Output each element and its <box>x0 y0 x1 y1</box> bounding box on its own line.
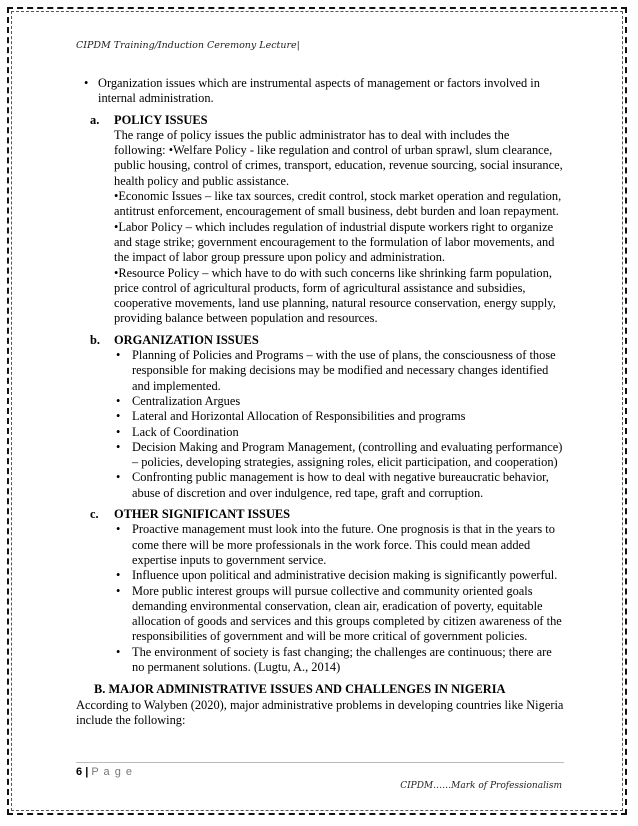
list-item: • Centralization Argues <box>116 393 241 408</box>
policy-paragraph: •Labor Policy – which includes regulation of industrial dispute workers right to organize and stage strike; government encouragement to the formulation of labor movements, and the impact of labor group pressure upon policy and administration. <box>114 219 555 265</box>
running-header: CIPDM Training/Induction Ceremony Lecture| <box>76 40 300 51</box>
section-marker: b. <box>90 332 100 347</box>
bullet-icon: • <box>116 348 121 363</box>
bullet-icon: • <box>116 522 121 537</box>
list-item: • Planning of Policies and Programs – with the use of plans, the consciousness of those responsible for making decisions may be modified and necessary changes identified and implemented. <box>116 348 556 393</box>
footer-divider <box>76 762 564 763</box>
page-word: P a g e <box>91 766 133 778</box>
page-number-value: 6 <box>76 766 83 778</box>
bullet-icon: • <box>116 470 121 485</box>
policy-paragraph: •Resource Policy – which have to do with such concerns like shrinking farm population, price control of agricultural products, form of agricultural assistance and subsidies, cooperative movements, land use planning, natural resource conservation, energy supply, providing balance between population and resources. <box>114 265 556 326</box>
bullet-icon: • <box>84 76 89 90</box>
section-other <box>76 507 564 675</box>
intro-bullet-text: Organization issues which are instrumental aspects of management or factors involved in internal administration. <box>98 76 540 106</box>
section-marker: c. <box>90 507 99 522</box>
section-title: ORGANIZATION ISSUES <box>114 332 259 347</box>
bullet-icon: • <box>116 424 121 439</box>
policy-paragraph: The range of policy issues the public administrator has to deal with includes the following: •Welfare Policy - like regulation and control of urban sprawl, slum clearance, public housing, control of crimes, transport, education, revenue sourcing, social insurance, health policy and public assistance. <box>114 127 563 188</box>
footer-tagline: CIPDM……Mark of Professionalism <box>400 781 562 791</box>
page-number-separator: | <box>85 766 89 778</box>
list-item: • More public interest groups will pursue collective and community oriented goals demanding environmental conservation, clean air, eradication of poverty, equitable allocation of goods and services and this groups completed by citizen awareness of the responsibilities of government and will be more critical of government policies. <box>116 583 562 644</box>
list-item: • Influence upon political and administrative decision making is significantly powerful. <box>116 568 558 583</box>
bullet-icon: • <box>116 644 121 659</box>
section-title: OTHER SIGNIFICANT ISSUES <box>114 507 291 522</box>
document-body <box>76 76 564 728</box>
section-organization <box>76 333 564 501</box>
list-item: • Confronting public management is how to deal with negative bureaucratic behavior, abuse of discretion and over indulgence, red tape, graft and corruption. <box>116 470 549 500</box>
list-item: • Lateral and Horizontal Allocation of Responsibilities and programs <box>116 409 466 424</box>
section-marker: a. <box>90 112 100 127</box>
list-item: • Proactive management must look into the future. One prognosis is that in the years to come there will be more professionals in the work force. This could mean added expertise inputs to government service. <box>116 522 555 567</box>
bullet-icon: • <box>116 583 121 598</box>
page-number <box>76 766 133 778</box>
section-heading-b: B. MAJOR ADMINISTRATIVE ISSUES AND CHALLENGES IN NIGERIA <box>94 682 506 697</box>
bullet-icon: • <box>116 439 121 454</box>
bullet-icon: • <box>116 568 121 583</box>
bullet-icon: • <box>116 393 121 408</box>
bullet-icon: • <box>116 409 121 424</box>
intro-bullet <box>84 76 564 107</box>
section-b-paragraph: According to Walyben (2020), major administrative problems in developing countries like Nigeria include the following: <box>76 697 564 727</box>
list-item: • Decision Making and Program Management, (controlling and evaluating performance) – policies, developing strategies, assigning roles, elicit participation, and cooperation) <box>116 439 563 470</box>
list-item: • Lack of Coordination <box>116 424 239 439</box>
section-title: POLICY ISSUES <box>114 112 208 127</box>
policy-paragraph: •Economic Issues – like tax sources, credit control, stock market operation and regulation, antitrust enforcement, encouragement of small business, debt burden and loan repayment. <box>114 189 562 219</box>
list-item: • The environment of society is fast changing; the challenges are continuous; there are no permanent solutions. (Lugtu, A., 2014) <box>116 644 552 674</box>
section-policy <box>76 113 564 327</box>
